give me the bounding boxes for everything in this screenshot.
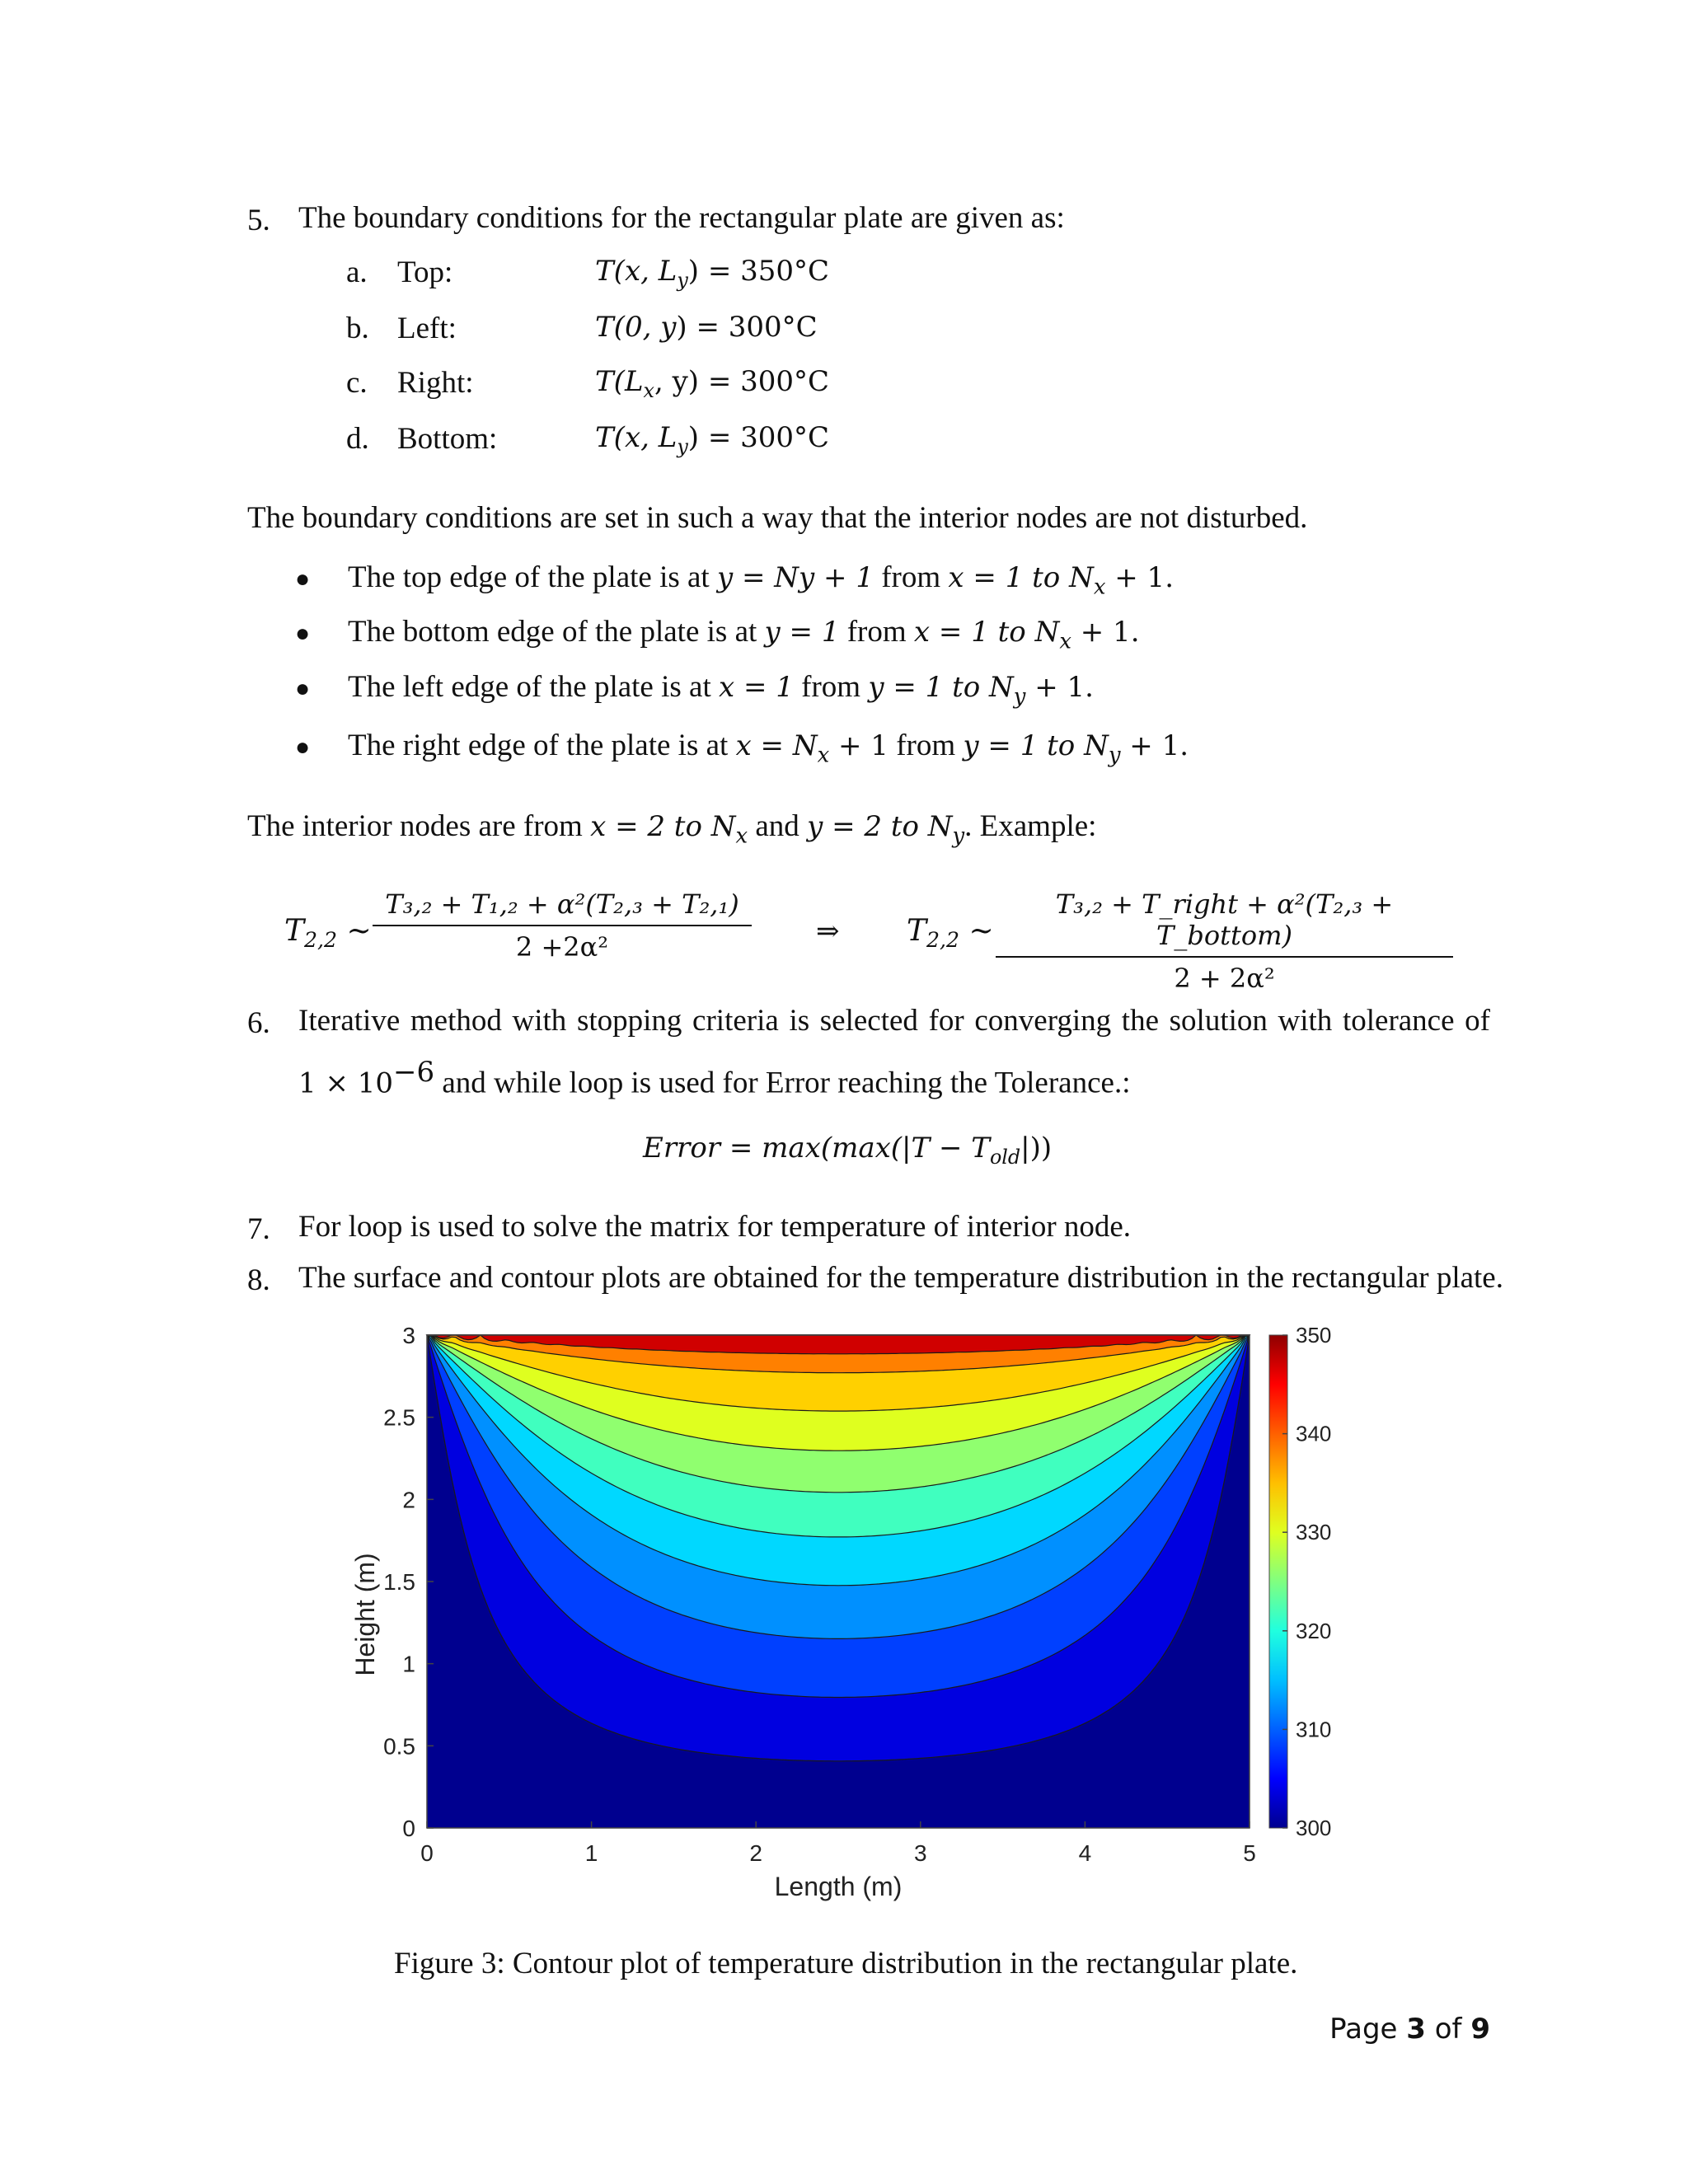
x-tick-label: 0 <box>420 1840 434 1866</box>
colorbar-tick-label: 340 <box>1296 1421 1332 1446</box>
condition-label: Left: <box>397 312 457 345</box>
item5-text: The boundary conditions for the rectangular plate are given as: <box>298 201 1065 235</box>
eq-lhs-left: $T_{2,2}$ ~ <box>284 914 372 953</box>
condition-label: Right: <box>397 366 474 400</box>
x-tick-label: 2 <box>749 1840 762 1866</box>
y-tick-label: 2.5 <box>383 1404 415 1431</box>
condition-equation: T(x, $L_y) = 350^\circ C$ <box>595 255 830 292</box>
figure-caption: Figure 3: Contour plot of temperature distribution in the rectangular plate. <box>394 1947 1298 1980</box>
para2-end: . Example: <box>964 809 1097 843</box>
condition-equation: $T(L_x$, y) = 300°C <box>595 365 830 402</box>
eq-fraction-right <box>996 888 1453 994</box>
colorbar <box>1269 1323 1331 1840</box>
bullet-item: The top edge of the plate is at y = Ny + 1 from x = 1 to $N_x + 1$. <box>348 560 1174 600</box>
condition-label: Bottom: <box>397 422 498 456</box>
condition-letter: d. <box>346 422 369 456</box>
x-tick-label: 1 <box>584 1840 598 1866</box>
item7-text: For loop is used to solve the matrix for temperature of interior node. <box>298 1210 1132 1244</box>
item-number: 7. <box>247 1212 270 1246</box>
x-tick-label: 3 <box>914 1840 927 1866</box>
bullet-item: The left edge of the plate is at x = 1 from y = 1 to $N_y + 1$. <box>348 670 1094 710</box>
y-tick-label: 2 <box>402 1487 415 1513</box>
paragraph-boundary: The boundary conditions are set in such a way that the interior nodes are not disturbed. <box>247 501 1308 535</box>
condition-equation: T(0, y) = 300°C <box>595 311 818 344</box>
item6-line2: $1 \times 10^{-6}$ and while loop is used for Error reaching the Tolerance.: <box>298 1056 1131 1100</box>
para2-pre: The interior nodes are from <box>247 809 591 843</box>
condition-letter: a. <box>346 255 368 289</box>
para2-sub1: x <box>735 823 748 849</box>
eq-denominator-left: 2 +2α² <box>515 931 609 963</box>
colorbar-scale <box>1269 1335 1287 1828</box>
eq-denominator-right: 2 + 2α² <box>1174 963 1275 994</box>
y-axis-label: Height (m) <box>350 1553 380 1676</box>
bullet-dot: ● <box>295 733 311 761</box>
bullet-dot: ● <box>295 675 311 702</box>
bullet-item: The right edge of the plate is at $x = N_x + 1$ from y = 1 to $N_y + 1$. <box>348 729 1189 768</box>
x-tick-label: 4 <box>1078 1840 1092 1866</box>
x-tick-label: 5 <box>1243 1840 1256 1866</box>
item-number: 8. <box>247 1263 270 1297</box>
eq-lhs-right: $T_{2,2}$ ~ <box>907 914 994 953</box>
para2-sub2: y <box>952 823 965 849</box>
paragraph-interior <box>247 811 1096 847</box>
error-equation: Error = $\max(\max(|T - T_{old}|))$ <box>643 1132 1053 1169</box>
bullet-dot: ● <box>295 565 311 593</box>
eq-numerator-left: T₃,₂ + T₁,₂ + α²(T₂,₃ + T₂,₁) <box>385 888 739 920</box>
item8-text: The surface and contour plots are obtained for the temperature distribution in the rectangular plate. <box>298 1261 1503 1295</box>
page-footer: Page 3 of 9 <box>1329 2013 1490 2046</box>
colorbar-tick-label: 330 <box>1296 1520 1332 1545</box>
item-number: 6. <box>247 1006 270 1040</box>
eq-fraction-left <box>373 888 752 963</box>
colorbar-tick-label: 320 <box>1296 1618 1332 1643</box>
condition-letter: b. <box>346 312 369 345</box>
y-tick-label: 3 <box>402 1323 415 1348</box>
x-axis-label: Length (m) <box>774 1872 903 1901</box>
para2-math2: y = 2 to N <box>807 810 953 843</box>
colorbar-tick-label: 300 <box>1296 1816 1332 1840</box>
bullet-dot: ● <box>295 620 311 647</box>
condition-letter: c. <box>346 366 368 400</box>
y-tick-label: 1.5 <box>383 1569 415 1595</box>
eq-numerator-right: T₃,₂ + T_right + α²(T₂,₃ + T_bottom) <box>1055 888 1394 951</box>
colorbar-tick-label: 350 <box>1296 1323 1332 1347</box>
y-tick-label: 0.5 <box>383 1733 415 1760</box>
contour-plot <box>330 1310 1368 1912</box>
y-tick-label: 1 <box>402 1651 415 1677</box>
plot-area <box>427 1335 1250 1828</box>
para2-math1: x = 2 to N <box>590 810 736 843</box>
item6-line1: Iterative method with stopping criteria is selected for converging the solution with tolerance of <box>298 1004 1490 1038</box>
item-number: 5. <box>247 204 270 237</box>
implies-arrow: ⇒ <box>816 916 840 947</box>
y-tick-label: 0 <box>402 1816 415 1841</box>
bullet-item: The bottom edge of the plate is at y = 1 from x = 1 to $N_x + 1$. <box>348 615 1140 654</box>
colorbar-tick-label: 310 <box>1296 1717 1332 1742</box>
para2-mid: and <box>748 809 808 843</box>
condition-label: Top: <box>397 255 453 289</box>
condition-equation: T(x, $L_y) = 300^\circ C$ <box>595 421 830 458</box>
